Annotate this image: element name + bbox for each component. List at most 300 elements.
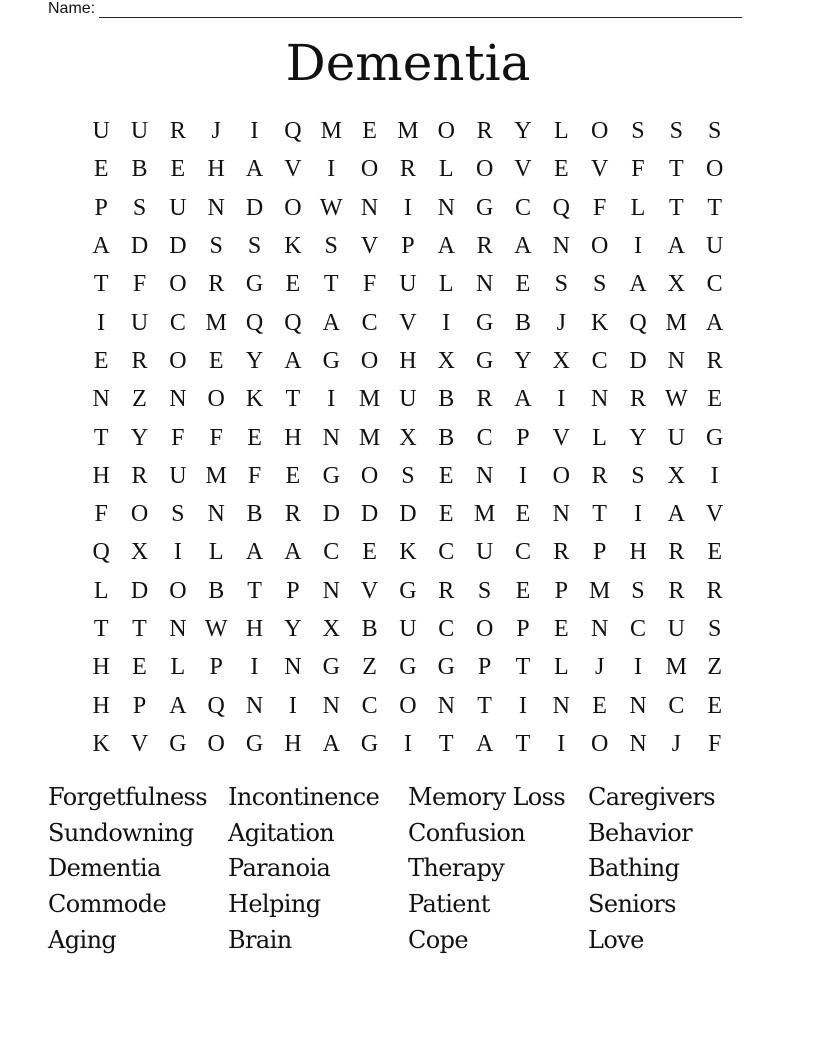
grid-cell: A (245, 539, 264, 566)
grid-cell: H (629, 539, 647, 566)
grid-cell: R (476, 386, 493, 413)
grid-cell: N (629, 692, 647, 719)
grid-cell: M (473, 501, 496, 528)
grid-cell: N (475, 462, 494, 489)
grid-cell: I (633, 233, 642, 260)
grid-cell: S (171, 501, 185, 528)
grid-cell: F (247, 462, 262, 489)
grid-cell: I (633, 654, 642, 681)
grid-cell: Q (245, 309, 264, 336)
grid-cell: D (245, 194, 264, 221)
grid-cell: B (246, 501, 263, 528)
grid-cell: N (284, 654, 302, 681)
grid-cell: P (592, 539, 607, 566)
grid-cell: N (360, 194, 379, 221)
grid-cell: U (667, 424, 685, 451)
word-list-item: Forgetfulness (48, 783, 207, 811)
grid-cell: C (438, 616, 455, 642)
grid-cell: V (130, 730, 149, 757)
grid-cell: J (211, 118, 221, 145)
word-list-item: Patient (408, 890, 490, 919)
grid-cell: A (514, 386, 532, 413)
grid-cell: B (208, 577, 225, 604)
grid-cell: I (327, 386, 336, 413)
grid-cell: A (92, 233, 110, 260)
grid-cell: G (399, 654, 417, 681)
name-field[interactable] (48, 0, 742, 18)
grid-cell: B (131, 156, 148, 183)
grid-cell: A (284, 539, 302, 566)
grid-cell: N (475, 271, 494, 298)
grid-cell: U (169, 194, 187, 221)
grid-cell: M (665, 654, 687, 681)
grid-cell: S (707, 616, 722, 642)
grid-cell: O (706, 156, 724, 183)
grid-cell: I (557, 386, 566, 413)
grid-cell: H (92, 692, 110, 719)
grid-cell: N (437, 194, 455, 221)
grid-cell: E (170, 156, 186, 183)
grid-cell: T (668, 156, 684, 183)
grid-cell: C (668, 692, 685, 719)
grid-cell: U (399, 616, 417, 642)
grid-cell: V (590, 156, 609, 183)
grid-cell: H (284, 424, 302, 451)
grid-cell: P (477, 654, 492, 681)
grid-cell: O (475, 156, 494, 183)
grid-cell: K (399, 539, 417, 566)
grid-cell: Q (207, 692, 225, 719)
grid-cell: L (208, 539, 224, 566)
grid-cell: G (322, 347, 340, 374)
grid-cell: R (668, 539, 685, 566)
grid-cell: T (592, 501, 607, 528)
grid-cell: M (358, 386, 381, 413)
grid-cell: O (590, 118, 609, 145)
grid-cell: Q (92, 539, 110, 566)
word-list-item: Commode (48, 890, 167, 919)
grid-cell: A (245, 156, 264, 183)
grid-cell: Y (514, 347, 532, 374)
grid-cell: S (247, 233, 262, 260)
grid-cell: S (631, 462, 645, 489)
grid-cell: R (284, 501, 301, 528)
grid-cell: N (552, 692, 570, 719)
grid-cell: S (477, 577, 492, 604)
grid-cell: E (438, 462, 454, 489)
grid-cell: R (131, 462, 148, 489)
grid-cell: I (250, 654, 259, 681)
grid-cell: E (285, 271, 301, 298)
grid-cell: P (554, 577, 568, 604)
grid-cell: R (629, 386, 646, 413)
word-list (48, 780, 768, 958)
grid-cell: Y (245, 347, 264, 374)
grid-cell: M (358, 424, 381, 451)
grid-cell: P (286, 577, 300, 604)
grid-cell: Q (629, 309, 647, 336)
word-list-item: Bathing (588, 854, 680, 883)
letter-grid (82, 112, 734, 763)
grid-cell: J (671, 730, 681, 757)
grid-cell: S (554, 271, 568, 298)
grid-cell: T (93, 271, 109, 298)
grid-cell: Q (284, 118, 302, 145)
grid-cell: E (553, 156, 569, 183)
grid-cell: M (205, 462, 227, 489)
grid-cell: C (361, 692, 378, 719)
grid-cell: S (631, 118, 645, 145)
grid-cell: D (629, 347, 647, 374)
grid-cell: C (629, 616, 646, 642)
name-label: Name: (48, 0, 96, 17)
grid-cell: O (475, 616, 494, 642)
grid-cell: N (169, 616, 187, 642)
grid-cell: S (132, 194, 147, 221)
grid-cell: A (667, 501, 685, 528)
grid-cell: N (322, 424, 340, 451)
grid-cell: O (360, 347, 379, 374)
grid-cell: N (169, 386, 187, 413)
grid-cell: U (475, 539, 494, 566)
grid-cell: I (518, 692, 527, 719)
grid-cell: O (207, 730, 225, 757)
grid-cell: E (515, 271, 531, 298)
grid-cell: S (631, 577, 645, 604)
grid-cell: C (361, 309, 378, 336)
grid-cell: N (437, 692, 455, 719)
grid-cell: B (438, 386, 455, 413)
grid-cell: U (399, 271, 417, 298)
grid-cell: F (171, 424, 185, 451)
grid-cell: B (514, 309, 531, 336)
grid-cell: G (322, 462, 340, 489)
word-list-item: Paranoia (228, 854, 331, 883)
grid-cell: N (552, 501, 570, 528)
grid-cell: R (591, 462, 608, 489)
grid-cell: E (515, 577, 531, 604)
grid-cell: H (245, 616, 264, 642)
word-list-item: Memory Loss (408, 783, 566, 811)
grid-cell: F (707, 730, 722, 757)
grid-cell: P (94, 194, 108, 221)
grid-cell: E (707, 692, 722, 719)
word-list-item: Helping (228, 890, 321, 919)
grid-cell: E (208, 347, 224, 374)
grid-cell: T (515, 654, 531, 681)
grid-cell: I (710, 462, 719, 489)
grid-cell: R (668, 577, 685, 604)
grid-cell: R (131, 347, 148, 374)
grid-cell: A (514, 233, 532, 260)
grid-cell: I (250, 118, 259, 145)
grid-cell: O (130, 501, 149, 528)
grid-cell: I (518, 462, 527, 489)
grid-cell: O (399, 692, 417, 719)
word-list-item: Cope (408, 925, 468, 954)
grid-cell: A (322, 309, 340, 336)
grid-cell: W (319, 194, 343, 221)
grid-cell: T (438, 730, 454, 757)
grid-cell: P (516, 424, 530, 451)
grid-cell: T (668, 194, 684, 221)
word-list-item: Sundowning (48, 818, 194, 847)
grid-cell: O (360, 462, 379, 489)
grid-cell: X (667, 271, 685, 298)
grid-cell: E (362, 539, 377, 566)
grid-cell: Q (552, 194, 570, 221)
grid-cell: X (322, 616, 340, 642)
grid-cell: P (401, 233, 415, 260)
grid-cell: N (590, 616, 609, 642)
grid-cell: R (208, 271, 225, 298)
grid-cell: N (590, 386, 609, 413)
grid-cell: L (592, 424, 607, 451)
grid-cell: I (288, 692, 297, 719)
grid-cell: E (132, 654, 147, 681)
grid-cell: Z (362, 654, 377, 681)
grid-cell: S (707, 118, 722, 145)
grid-cell: O (590, 233, 609, 260)
grid-cell: M (205, 309, 227, 336)
grid-cell: E (707, 386, 722, 413)
name-blank-line[interactable] (99, 3, 742, 18)
grid-cell: A (437, 233, 455, 260)
grid-cell: O (552, 462, 570, 489)
grid-cell: M (665, 309, 687, 336)
grid-cell: C (438, 539, 455, 566)
grid-cell: J (594, 654, 605, 681)
grid-cell: E (438, 501, 454, 528)
grid-cell: S (592, 271, 607, 298)
grid-cell: Y (130, 424, 149, 451)
grid-cell: Y (284, 616, 302, 642)
grid-cell: I (403, 730, 412, 757)
grid-cell: D (360, 501, 379, 528)
grid-cell: R (706, 347, 723, 374)
grid-cell: E (553, 616, 569, 642)
grid-cell: R (706, 577, 723, 604)
grid-cell: X (667, 462, 685, 489)
grid-cell: D (169, 233, 187, 260)
grid-cell: I (97, 309, 106, 336)
word-list-item: Caregivers (588, 783, 715, 811)
grid-cell: U (667, 616, 685, 642)
grid-cell: Z (707, 654, 722, 681)
grid-cell: G (360, 730, 379, 757)
grid-cell: L (438, 271, 454, 298)
grid-cell: D (399, 501, 417, 528)
grid-cell: M (397, 118, 419, 145)
grid-cell: Z (132, 386, 147, 413)
grid-cell: T (93, 424, 109, 451)
grid-cell: T (247, 577, 262, 604)
grid-cell: O (437, 118, 455, 145)
word-list-item: Confusion (408, 818, 526, 847)
grid-cell: P (516, 616, 530, 642)
grid-cell: A (284, 347, 302, 374)
word-list-item: Seniors (588, 890, 676, 919)
grid-cell: U (92, 118, 110, 145)
grid-cell: O (169, 577, 187, 604)
grid-cell: C (323, 539, 340, 566)
grid-cell: N (629, 730, 647, 757)
grid-cell: R (438, 577, 455, 604)
grid-cell: N (245, 692, 264, 719)
grid-cell: G (169, 730, 187, 757)
grid-cell: E (247, 424, 262, 451)
grid-cell: L (553, 654, 569, 681)
grid-cell: N (207, 501, 225, 528)
grid-cell: G (706, 424, 724, 451)
grid-cell: R (476, 233, 493, 260)
grid-cell: R (399, 156, 416, 183)
word-list-item: Brain (228, 925, 292, 954)
grid-cell: H (92, 654, 110, 681)
grid-cell: H (284, 730, 302, 757)
grid-cell: V (706, 501, 724, 528)
grid-cell: R (476, 118, 493, 145)
grid-cell: F (631, 156, 645, 183)
grid-cell: V (360, 577, 379, 604)
grid-cell: G (245, 730, 264, 757)
grid-cell: V (284, 156, 302, 183)
grid-cell: T (323, 271, 339, 298)
grid-cell: K (245, 386, 264, 413)
grid-cell: G (475, 347, 494, 374)
grid-cell: P (132, 692, 147, 719)
grid-cell: G (475, 309, 494, 336)
grid-cell: O (284, 194, 302, 221)
grid-cell: T (477, 692, 492, 719)
grid-cell: L (553, 118, 569, 145)
grid-cell: U (399, 386, 417, 413)
grid-cell: X (130, 539, 149, 566)
grid-cell: C (514, 539, 531, 566)
grid-cell: Q (284, 309, 302, 336)
grid-cell: G (399, 577, 417, 604)
word-list-item: Therapy (408, 854, 505, 883)
grid-cell: X (552, 347, 570, 374)
grid-cell: J (556, 309, 566, 336)
grid-cell: C (169, 309, 186, 336)
grid-cell: E (93, 156, 109, 183)
grid-cell: E (707, 539, 722, 566)
grid-cell: Y (629, 424, 647, 451)
grid-cell: M (588, 577, 611, 604)
grid-cell: N (552, 233, 570, 260)
grid-cell: W (204, 616, 228, 642)
grid-cell: X (399, 424, 417, 451)
word-list-item: Incontinence (228, 783, 380, 811)
grid-cell: O (169, 271, 187, 298)
puzzle-title: Dementia (285, 34, 531, 92)
grid-cell: C (591, 347, 608, 374)
grid-cell: V (360, 233, 379, 260)
grid-cell: R (553, 539, 570, 566)
grid-cell: T (93, 616, 109, 642)
grid-cell: R (169, 118, 186, 145)
grid-cell: A (322, 730, 340, 757)
grid-cell: N (322, 692, 340, 719)
grid-cell: H (399, 347, 417, 374)
grid-cell: G (475, 194, 494, 221)
grid-cell: N (322, 577, 340, 604)
grid-cell: G (322, 654, 340, 681)
grid-cell: G (245, 271, 264, 298)
grid-cell: L (170, 654, 186, 681)
grid-cell: V (552, 424, 570, 451)
grid-cell: O (207, 386, 225, 413)
grid-cell: T (285, 386, 301, 413)
grid-cell: M (320, 118, 342, 145)
grid-cell: B (438, 424, 455, 451)
grid-cell: K (92, 730, 110, 757)
grid-cell: S (669, 118, 683, 145)
grid-cell: W (665, 386, 688, 413)
grid-cell: H (207, 156, 225, 183)
grid-cell: F (94, 501, 108, 528)
grid-cell: O (590, 730, 609, 757)
grid-cell: E (285, 462, 301, 489)
grid-cell: K (284, 233, 302, 260)
grid-cell: T (132, 616, 147, 642)
grid-cell: S (209, 233, 223, 260)
grid-cell: I (557, 730, 566, 757)
grid-cell: P (209, 654, 223, 681)
word-list-item: Aging (48, 925, 117, 954)
grid-cell: T (707, 194, 722, 221)
grid-cell: X (437, 347, 455, 374)
grid-cell: C (476, 424, 493, 451)
grid-cell: F (592, 194, 607, 221)
word-list-item: Love (588, 925, 644, 954)
grid-cell: E (515, 501, 531, 528)
grid-cell: F (362, 271, 377, 298)
grid-cell: V (514, 156, 532, 183)
grid-cell: C (514, 194, 531, 221)
grid-cell: N (207, 194, 225, 221)
word-list-item: Agitation (228, 818, 335, 847)
grid-cell: D (130, 233, 149, 260)
grid-cell: L (630, 194, 646, 221)
grid-cell: I (327, 156, 336, 183)
grid-cell: U (169, 462, 187, 489)
grid-cell: A (475, 730, 494, 757)
grid-cell: U (130, 309, 149, 336)
grid-cell: C (706, 271, 723, 298)
grid-cell: I (442, 309, 451, 336)
grid-cell: F (132, 271, 147, 298)
grid-cell: S (324, 233, 338, 260)
grid-cell: N (667, 347, 685, 374)
grid-cell: H (92, 462, 110, 489)
grid-cell: L (438, 156, 454, 183)
grid-cell: S (401, 462, 415, 489)
grid-cell: D (130, 577, 149, 604)
grid-cell: N (92, 386, 110, 413)
grid-cell: I (633, 501, 642, 528)
word-list-item: Dementia (48, 854, 161, 883)
grid-cell: T (515, 730, 531, 757)
grid-cell: A (706, 309, 724, 336)
grid-cell: I (403, 194, 412, 221)
grid-cell: V (399, 309, 417, 336)
grid-cell: A (169, 692, 187, 719)
grid-cell: I (173, 539, 182, 566)
grid-cell: O (169, 347, 187, 374)
grid-cell: D (322, 501, 340, 528)
